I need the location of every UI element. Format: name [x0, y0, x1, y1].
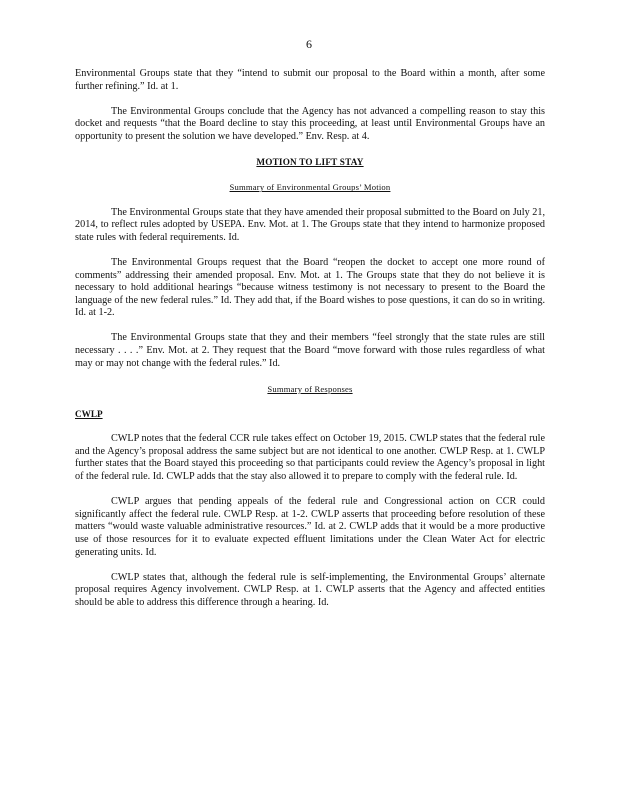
paragraph: CWLP states that, although the federal rule is self-implementing, the Environmental Groups’ alternate proposal requires Agency involvement. CWLP Resp. at 1. CWLP asserts that the Agency and affected entities should be able to address this difference through a hearing. Id.: [75, 571, 545, 608]
paragraph: The Environmental Groups state that they and their members “feel strongly that the state rules are still necessary . . . .” Env. Mot. at 2. They request that the Board “move forward with those rules regardless of what may or may not change with the federal rules.” Id.: [75, 332, 545, 369]
paragraph: The Environmental Groups request that the Board “reopen the docket to accept one more round of comments” addressing their amended proposal. Env. Mot. at 1. The Groups state that they do not believe it is necessary to hold additional hearings “because witness testimony is not necessary to present to the Board the language of the new federal rules.” Id. They add that, if the Board wishes to pose questions, it can do so in writing. Id. at 1-2.: [75, 256, 545, 319]
subsection-heading: Summary of Responses: [267, 383, 353, 394]
paragraph: The Environmental Groups state that they have amended their proposal submitted to the Board on July 21, 2014, to reflect rules adopted by USEPA. Env. Mot. at 1. The Groups state that they intend to harmonize proposed state rules with federal requirements. Id.: [75, 206, 545, 243]
paragraph: CWLP argues that pending appeals of the federal rule and Congressional action on CCR could significantly affect the federal rule. CWLP Resp. at 1-2. CWLP asserts that proceeding before resolution of these matters “would waste valuable administrative resources.” Id. at 2. CWLP adds that it would be a more productive use of those resources for it to evaluate expected effluent limitations under the Clean Water Act for electric generating units. Id.: [75, 496, 545, 558]
paragraph: The Environmental Groups conclude that the Agency has not advanced a compelling reason to stay this docket and requests “that the Board decline to stay this proceeding, at least until Environmental Groups have an opportunity to present the solution we have developed.” Env. Resp. at 4.: [75, 105, 545, 142]
page-number: 6: [306, 37, 312, 51]
subsection-heading: Summary of Environmental Groups’ Motion: [229, 182, 391, 193]
section-heading: MOTION TO LIFT STAY: [256, 157, 364, 168]
paragraph: Environmental Groups state that they “intend to submit our proposal to the Board within a month, after some further refining.” Id. at 1.: [75, 68, 545, 92]
paragraph: CWLP notes that the federal CCR rule takes effect on October 19, 2015. CWLP states that the federal rule and the Agency’s proposal address the same subject but are not identical to one another. CWLP Resp. at 1. CWLP further states that the Board stayed this proceeding so that participants could review the Agency’s proposal in light of the federal rule. Id. CWLP adds that the stay also allowed it to prepare to comply with the federal rule. Id.: [75, 433, 545, 482]
party-label: CWLP: [75, 409, 103, 420]
document-body: [75, 68, 545, 622]
